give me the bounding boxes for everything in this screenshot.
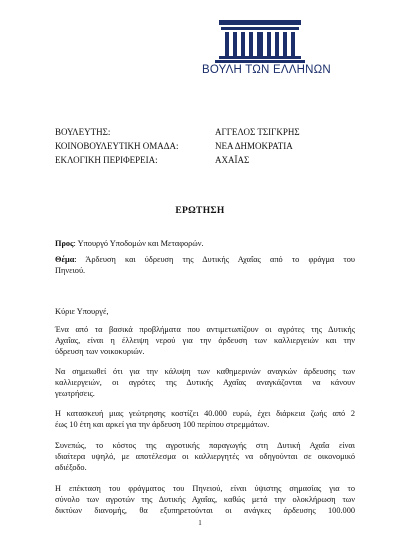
paragraph-4-line-3: αδιέξοδο.: [55, 463, 87, 472]
paragraph-5-line-3: δικτύων διανομής, θα εξυπηρετούνται οι ανάγκες άρδευσης 100.000: [55, 506, 355, 515]
recipient-text: : Υπουργό Υποδομών και Μεταφορών.: [73, 239, 204, 248]
logo-caption: ΒΟΥΛΗ ΤΩΝ ΕΛΛΗΝΩΝ: [202, 64, 331, 76]
paragraph-5-line-2: σύνολο των αγροτών της Δυτικής Αχαΐας, καθώς μετά την ολοκλήρωση των: [55, 495, 355, 504]
document-heading: ΕΡΩΤΗΣΗ: [175, 206, 225, 216]
meta-value-district: ΑΧΑΪΑΣ: [215, 155, 250, 165]
paragraph-1-line-2: Αχαΐας, είναι η έλλειψη νερού για την άρδευση των καλλιεργειών και την: [55, 336, 355, 345]
paragraph-2-line-1: Να σημειωθεί ότι για την κάλυψη των καθημερινών αναγκών άρδευσης των: [55, 367, 355, 376]
paragraph-1-line-3: ύδρευση των νοικοκυριών.: [55, 347, 145, 356]
meta-value-group: ΝΕΑ ΔΗΜΟΚΡΑΤΙΑ: [215, 141, 293, 151]
paragraph-2-line-2: καλλιεργειών, οι αγρότες της Δυτικής Αχαΐας αναγκάζονται να κάνουν: [55, 378, 355, 387]
page-number: 1: [198, 519, 202, 527]
paragraph-5-line-1: Η επέκταση του φράγματος του Πηνειού, είναι ύψιστης σημασίας για το: [55, 484, 355, 493]
meta-value-member: ΑΓΓΕΛΟΣ ΤΣΙΓΚΡΗΣ: [215, 127, 300, 137]
meta-label-member: ΒΟΥΛΕΥΤΗΣ:: [55, 127, 111, 137]
subject-label: Θέμα: [55, 255, 75, 264]
subject-line-1: [55, 254, 355, 265]
subject-text: : Άρδευση και ύδρευση της Δυτικής Αχαΐας από το φράγμα του: [74, 255, 355, 264]
subject-line-2: Πηνειού.: [55, 266, 86, 275]
paragraph-3-line-1: Η κατασκευή μιας γεώτρησης κοστίζει 40.000 ευρώ, έχει διάρκεια ζωής από 2: [55, 409, 355, 418]
paragraph-4-line-1: Συνεπώς, το κόστος της αγροτικής παραγωγής στη Δυτική Αχαΐα είναι: [55, 441, 355, 450]
recipient-line: [55, 238, 355, 249]
meta-label-group: ΚΟΙΝΟΒΟΥΛΕΥΤΙΚΗ ΟΜΑΔΑ:: [55, 141, 179, 151]
paragraph-1-line-1: Ένα από τα βασικά προβλήματα που αντιμετωπίζουν οι αγρότες της Δυτικής: [55, 325, 355, 334]
paragraph-3-line-2: έως 10 έτη και αρκεί για την άρδευση 100 περίπου στρεμμάτων.: [55, 420, 270, 429]
meta-label-district: ΕΚΛΟΓΙΚΗ ΠΕΡΙΦΕΡΕΙΑ:: [55, 155, 158, 165]
recipient-label: Προς: [55, 239, 74, 248]
paragraph-4-line-2: ιδιαίτερα υψηλό, με αποτέλεσμα οι καλλιεργητές να οδηγούνται σε οικονομικό: [55, 452, 355, 461]
greeting: Κύριε Υπουργέ,: [55, 307, 109, 316]
paragraph-2-line-3: γεωτρήσεις.: [55, 389, 95, 398]
